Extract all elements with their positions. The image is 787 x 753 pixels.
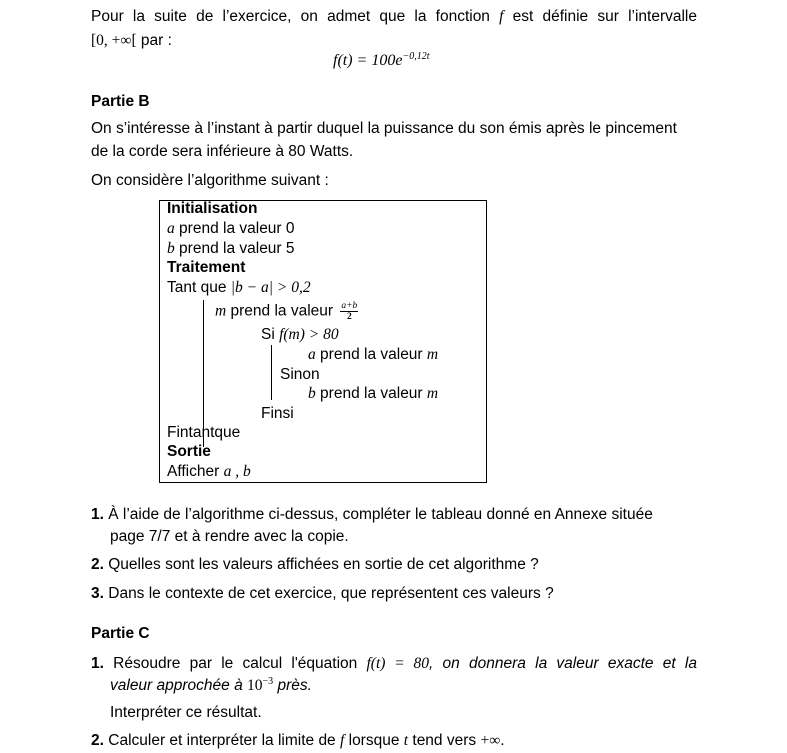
algo-text: Afficher	[167, 463, 224, 480]
question-number: 2.	[91, 732, 104, 749]
question-number: 2.	[91, 556, 104, 573]
algo-output-heading: Sortie	[167, 443, 211, 460]
power-exponent: −3	[262, 676, 274, 687]
algo-text: Si	[261, 326, 280, 343]
algo-text: prend la valeur	[315, 346, 427, 363]
function-symbol: f	[499, 8, 504, 25]
var-t: t	[403, 732, 409, 749]
equation: f(t) = 80	[366, 655, 429, 672]
if-block-line	[271, 345, 272, 400]
partie-b-para1-line1: On s’intéresse à l’instant à partir duquel la puissance du son émis après le pincement	[91, 120, 677, 137]
fraction-denominator: 2	[346, 312, 352, 322]
question-text: À l’aide de l’algorithme ci-dessus, compléter le tableau donné en Annexe située	[108, 506, 653, 523]
algo-while	[167, 279, 311, 297]
interval: [0, +∞[	[91, 32, 137, 49]
question-text: .	[500, 732, 505, 749]
question-b3	[91, 585, 554, 603]
fraction	[340, 301, 358, 322]
algo-text: prend la valeur 5	[174, 240, 295, 257]
question-c1-line3: Interpréter ce résultat.	[110, 704, 262, 721]
var-b: b	[308, 385, 316, 402]
partie-b-title: Partie B	[91, 93, 150, 110]
question-number: 3.	[91, 585, 104, 602]
intro-line-1	[91, 8, 697, 26]
intro-text-end: est définie sur l’intervalle	[503, 8, 697, 25]
question-c1	[91, 655, 697, 673]
question-text: près.	[273, 677, 312, 694]
algo-else: Sinon	[280, 366, 320, 383]
question-c1-line2	[110, 677, 312, 695]
question-b1-line2: page 7/7 et à rendre avec la copie.	[110, 528, 349, 545]
var-m: m	[426, 346, 439, 363]
var-b: b	[167, 240, 175, 257]
intro-line-2	[91, 32, 172, 50]
question-italic: , on donnera la valeur exacte et la	[429, 655, 697, 672]
algo-then	[308, 346, 438, 364]
question-number: 1.	[91, 506, 104, 523]
formula	[333, 52, 429, 70]
formula-exponent: −0,12t	[402, 51, 430, 62]
question-text: Quelles sont les valeurs affichées en sortie de cet algorithme ?	[108, 556, 539, 573]
algo-m-assign	[215, 301, 358, 322]
formula-lhs: f(t) = 100e	[333, 52, 403, 69]
fraction-numerator: a+b	[341, 301, 358, 311]
algo-endif: Finsi	[261, 405, 294, 422]
function-symbol: f	[340, 732, 345, 749]
algo-text: Tant que	[167, 279, 231, 296]
question-text: Calculer et interpréter la limite de	[108, 732, 340, 749]
var-m: m	[426, 385, 439, 402]
var-a: a	[167, 220, 175, 237]
algo-init-a	[167, 220, 295, 238]
power-base: 10	[247, 677, 263, 694]
intro-text: Pour la suite de l’exercice, on admet que la fonction	[91, 8, 500, 25]
algo-if	[261, 326, 339, 344]
algo-init-heading: Initialisation	[167, 200, 258, 217]
partie-b-para2: On considère l’algorithme suivant :	[91, 172, 329, 189]
question-text: Résoudre par le calcul l'équation	[113, 655, 367, 672]
algo-text: prend la valeur	[226, 302, 338, 320]
question-text: lorsque	[344, 732, 404, 749]
question-b1	[91, 506, 653, 524]
question-c2	[91, 732, 505, 750]
algo-display	[167, 463, 251, 481]
question-text: valeur approchée à	[110, 677, 248, 694]
infinity: +∞	[480, 732, 501, 749]
algo-text: prend la valeur 0	[174, 220, 295, 237]
var-m: m	[215, 302, 227, 320]
question-number: 1.	[91, 655, 104, 672]
if-condition: f(m) > 80	[279, 326, 339, 343]
display-vars: a , b	[223, 463, 251, 480]
question-b2	[91, 556, 539, 574]
algo-endwhile: Fintantque	[167, 424, 241, 441]
algo-text: prend la valeur	[315, 385, 427, 402]
while-condition: |b − a| > 0,2	[230, 279, 311, 296]
algo-else-assign	[308, 385, 438, 403]
intro-text-par: par :	[136, 32, 172, 49]
algo-init-b	[167, 240, 295, 258]
partie-b-para1-line2: de la corde sera inférieure à 80 Watts.	[91, 143, 354, 160]
question-text: Dans le contexte de cet exercice, que représentent ces valeurs ?	[108, 585, 554, 602]
partie-c-title: Partie C	[91, 625, 150, 642]
algo-treat-heading: Traitement	[167, 259, 246, 276]
var-a: a	[308, 346, 316, 363]
question-text: tend vers	[408, 732, 481, 749]
